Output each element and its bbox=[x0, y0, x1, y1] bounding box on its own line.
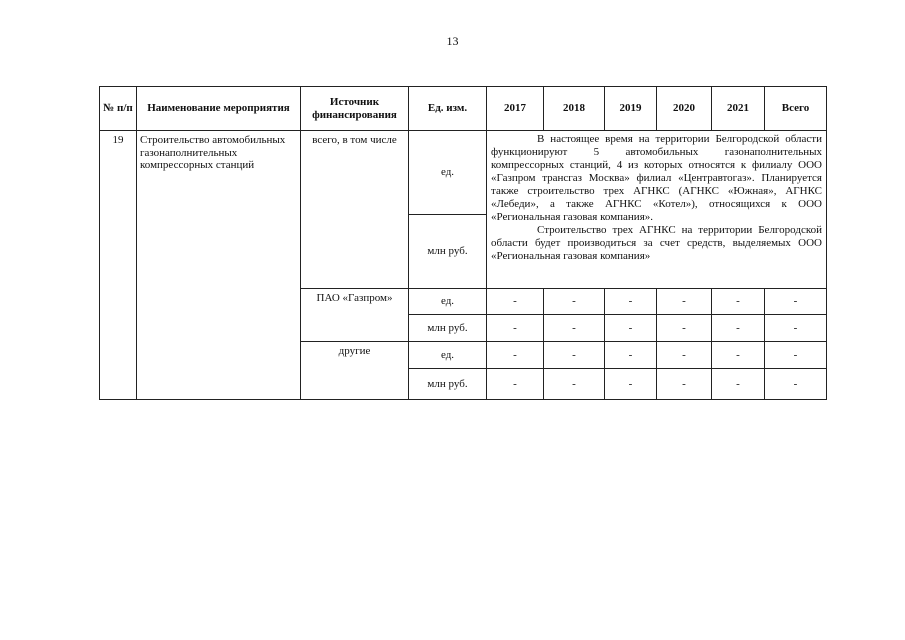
value-cell: - bbox=[712, 315, 765, 342]
value-cell: - bbox=[765, 342, 827, 369]
value-cell: - bbox=[657, 289, 712, 315]
header-row bbox=[100, 87, 827, 131]
note-paragraph: В настоящее время на территории Белгородской области функционируют 5 автомобильных газонаполнительных компрессорных станций, 4 из которых относятся к филиалу ООО «Газпром трансгаз Москва» филиал «Центравтогаз». Планируется также строительство трех АГНКС (АГНКС «Южная», АГНКС «Лебеди», а также АГНКС «Котел»), относящихся к ООО «Региональная газовая компания». bbox=[491, 133, 822, 223]
value-cell: - bbox=[605, 369, 657, 400]
unit-cell: млн руб. bbox=[409, 315, 487, 342]
source-other: другие bbox=[301, 342, 409, 400]
header-num: № п/п bbox=[100, 87, 137, 131]
table-row bbox=[100, 131, 827, 215]
unit-cell: ед. bbox=[409, 342, 487, 369]
value-cell: - bbox=[712, 289, 765, 315]
value-cell: - bbox=[487, 315, 544, 342]
value-cell: - bbox=[765, 289, 827, 315]
source-total: всего, в том числе bbox=[301, 131, 409, 289]
header-total: Всего bbox=[765, 87, 827, 131]
source-gazprom: ПАО «Газпром» bbox=[301, 289, 409, 342]
value-cell: - bbox=[544, 369, 605, 400]
value-cell: - bbox=[765, 315, 827, 342]
header-2019: 2019 bbox=[605, 87, 657, 131]
header-2021: 2021 bbox=[712, 87, 765, 131]
value-cell: - bbox=[657, 369, 712, 400]
header-2018: 2018 bbox=[544, 87, 605, 131]
value-cell: - bbox=[657, 315, 712, 342]
unit-cell: ед. bbox=[409, 131, 487, 215]
value-cell: - bbox=[605, 289, 657, 315]
value-cell: - bbox=[712, 342, 765, 369]
value-cell: - bbox=[605, 342, 657, 369]
value-cell: - bbox=[544, 342, 605, 369]
value-cell: - bbox=[487, 342, 544, 369]
page-number: 13 bbox=[446, 34, 459, 48]
unit-cell: млн руб. bbox=[409, 215, 487, 289]
value-cell: - bbox=[544, 315, 605, 342]
header-2017: 2017 bbox=[487, 87, 544, 131]
note-paragraph: Строительство трех АГНКС на территории Белгородской области будет производиться за счет средств, выделяемых ООО «Региональная газовая компания» bbox=[491, 223, 822, 262]
value-cell: - bbox=[605, 315, 657, 342]
value-cell: - bbox=[487, 289, 544, 315]
value-cell: - bbox=[487, 369, 544, 400]
row-number: 19 bbox=[100, 131, 137, 400]
unit-cell: ед. bbox=[409, 289, 487, 315]
value-cell: - bbox=[765, 369, 827, 400]
value-cell: - bbox=[712, 369, 765, 400]
header-unit: Ед. изм. bbox=[409, 87, 487, 131]
value-cell: - bbox=[544, 289, 605, 315]
note-cell bbox=[487, 131, 827, 289]
header-2020: 2020 bbox=[657, 87, 712, 131]
measure-name: Строительство автомобильных газонаполнительных компрессорных станций bbox=[137, 131, 301, 400]
header-name: Наименование мероприятия bbox=[137, 87, 301, 131]
measures-table bbox=[99, 86, 827, 400]
unit-cell: млн руб. bbox=[409, 369, 487, 400]
value-cell: - bbox=[657, 342, 712, 369]
header-source: Источник финансирования bbox=[301, 87, 409, 131]
